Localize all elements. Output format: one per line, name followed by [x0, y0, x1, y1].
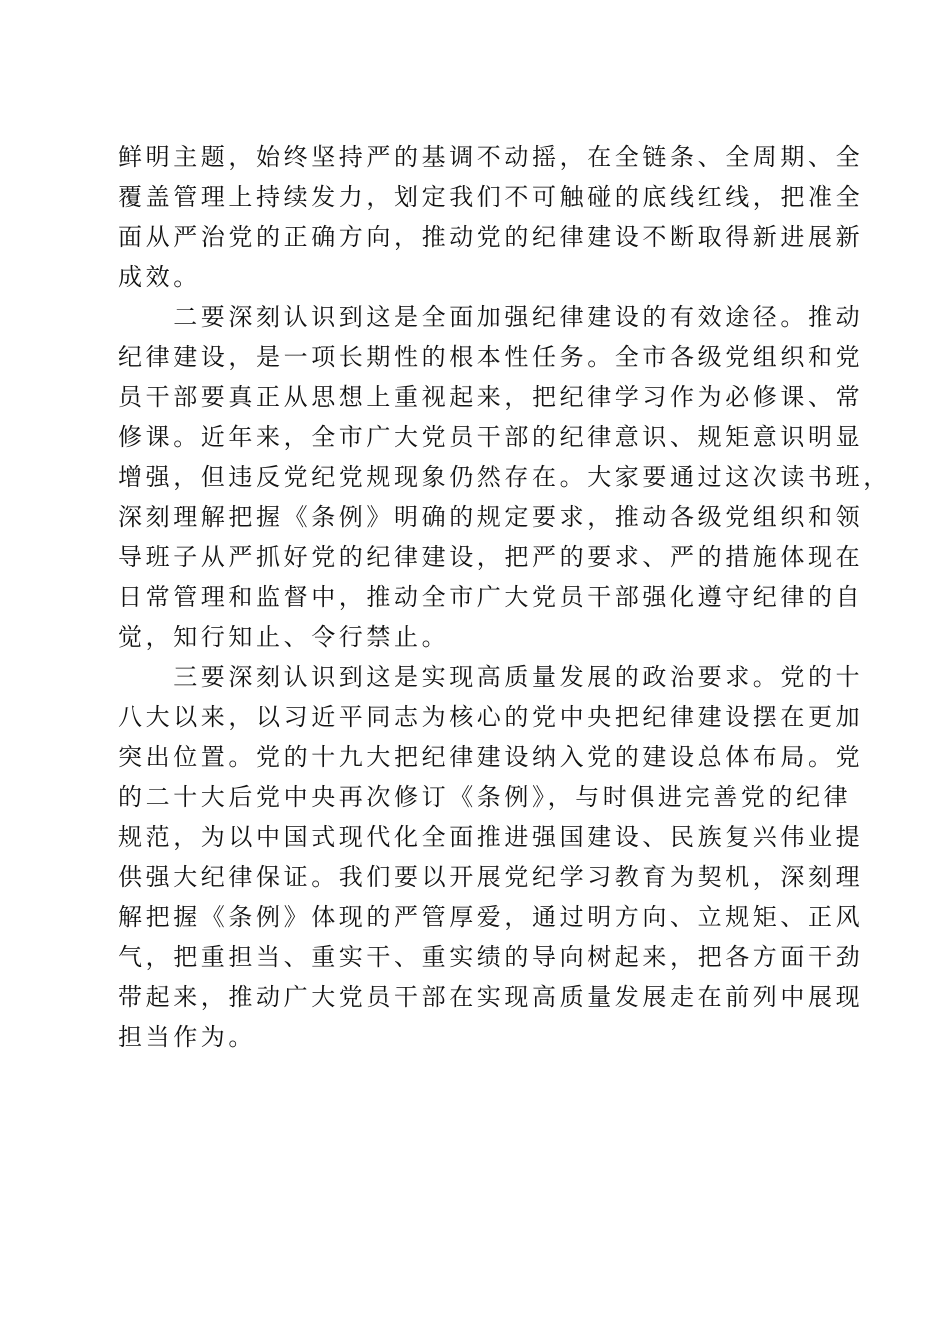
text-line: 八大以来，以习近平同志为核心的党中央把纪律建设摆在更加 [118, 703, 864, 731]
text-line: 解把握《条例》体现的严管厚爱，通过明方向、立规矩、正风 [118, 903, 864, 931]
text-line: 三要深刻认识到这是实现高质量发展的政治要求。党的十 [118, 663, 864, 691]
text-line: 修课。近年来，全市广大党员干部的纪律意识、规矩意识明显 [118, 423, 864, 451]
document-body [118, 137, 891, 1057]
text-line: 供强大纪律保证。我们要以开展党纪学习教育为契机，深刻理 [118, 863, 864, 891]
text-line: 日常管理和监督中，推动全市广大党员干部强化遵守纪律的自 [118, 583, 864, 611]
text-line: 增强，但违反党纪党规现象仍然存在。大家要通过这次读书班， [118, 463, 891, 491]
text-line: 突出位置。党的十九大把纪律建设纳入党的建设总体布局。党 [118, 743, 864, 771]
text-line: 员干部要真正从思想上重视起来，把纪律学习作为必修课、常 [118, 383, 864, 411]
text-line: 规范，为以中国式现代化全面推进强国建设、民族复兴伟业提 [118, 823, 864, 851]
text-line: 深刻理解把握《条例》明确的规定要求，推动各级党组织和领 [118, 503, 864, 531]
text-line: 鲜明主题，始终坚持严的基调不动摇，在全链条、全周期、全 [118, 143, 864, 171]
text-line: 导班子从严抓好党的纪律建设，把严的要求、严的措施体现在 [118, 543, 864, 571]
text-line: 成效。 [118, 263, 201, 291]
paragraph-3 [118, 657, 864, 1057]
text-line: 担当作为。 [118, 1023, 256, 1051]
text-line: 带起来，推动广大党员干部在实现高质量发展走在前列中展现 [118, 983, 864, 1011]
paragraph-2 [118, 297, 891, 657]
text-line: 觉，知行知止、令行禁止。 [118, 623, 450, 651]
text-line: 面从严治党的正确方向，推动党的纪律建设不断取得新进展新 [118, 223, 864, 251]
text-line: 气，把重担当、重实干、重实绩的导向树起来，把各方面干劲 [118, 943, 864, 971]
paragraph-1 [118, 137, 864, 297]
text-line: 纪律建设，是一项长期性的根本性任务。全市各级党组织和党 [118, 343, 864, 371]
text-line: 的二十大后党中央再次修订《条例》，与时俱进完善党的纪律 [118, 783, 852, 811]
text-line: 覆盖管理上持续发力，划定我们不可触碰的底线红线，把准全 [118, 183, 864, 211]
text-line: 二要深刻认识到这是全面加强纪律建设的有效途径。推动 [118, 303, 864, 331]
